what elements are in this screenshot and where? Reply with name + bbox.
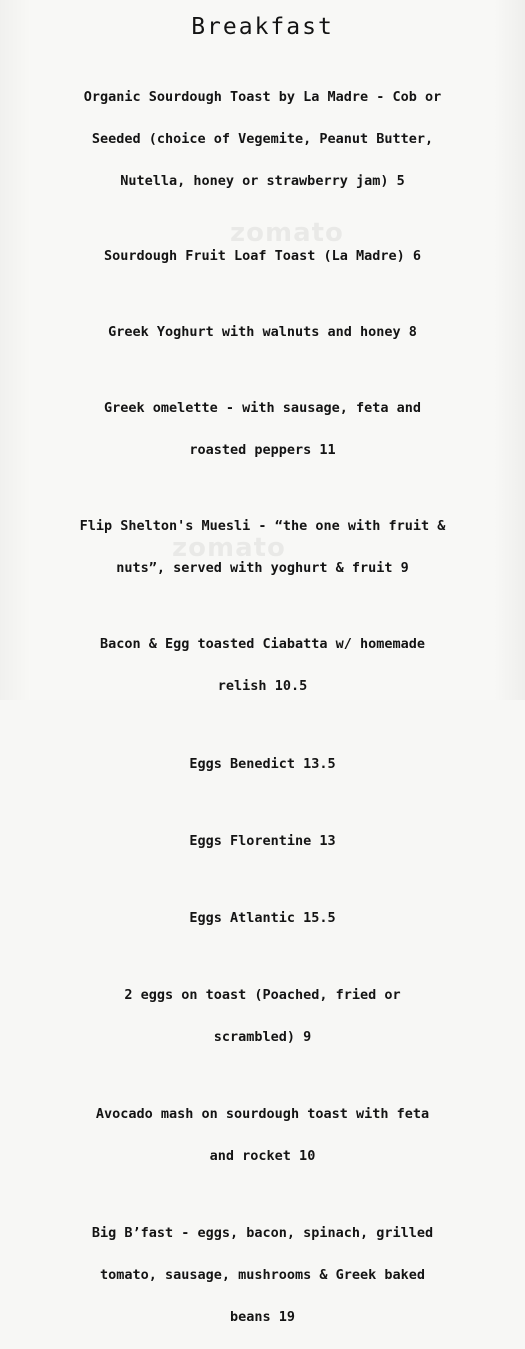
menu-item-line: Greek omelette - with sausage, feta and [104,400,421,416]
menu-item-line: Seeded (choice of Vegemite, Peanut Butter, [91,131,434,147]
menu-item-eggs-atlantic [14,887,511,950]
menu-item-big-breakfast [14,1202,511,1349]
menu-item-line: Organic Sourdough Toast by La Madre - Cob or [83,89,442,105]
menu-item-line: Greek Yoghurt with walnuts and honey 8 [108,324,417,340]
menu-item-eggs-benedict [14,733,511,796]
menu-item-line: Eggs Atlantic 15.5 [189,910,336,926]
menu-item-line: beans 19 [229,1309,296,1325]
menu-item-line: Big B’fast - eggs, bacon, spinach, grilled [91,1225,434,1241]
menu-item-line: Bacon & Egg toasted Ciabatta w/ homemade [99,636,426,652]
menu-items-list [14,66,511,1349]
menu-item-line: tomato, sausage, mushrooms & Greek baked [99,1267,426,1283]
menu-title: Breakfast [191,14,334,40]
watermark-top: zomato [230,218,344,248]
menu-item-line: Eggs Benedict 13.5 [189,756,336,772]
menu-item-eggs-on-toast [14,964,511,1069]
menu-item-line: Eggs Florentine 13 [189,833,336,849]
watermark-bottom: zomato [172,533,286,563]
menu-item-line: nuts”, served with yoghurt & fruit 9 [116,560,409,576]
menu-item-line: relish 10.5 [217,678,308,694]
menu-item-line: and rocket 10 [209,1148,316,1164]
menu-item-avocado-mash [14,1083,511,1188]
menu-item-muesli [14,495,511,600]
menu-item-line: 2 eggs on toast (Poached, fried or [124,987,401,1003]
menu-item-line: Nutella, honey or strawberry jam) 5 [120,173,405,189]
menu-item-line: Flip Shelton's Muesli - “the one with fruit & [79,518,446,534]
menu-item-bacon-egg-ciabatta [14,613,511,718]
menu-item-eggs-florentine [14,810,511,873]
menu-item-fruit-loaf-toast [14,225,511,288]
menu-item-line: Sourdough Fruit Loaf Toast (La Madre) 6 [104,248,421,264]
menu-item-line: scrambled) 9 [213,1029,312,1045]
menu-item-greek-yoghurt [14,301,511,364]
menu-item-greek-omelette [14,377,511,482]
menu-item-line: Avocado mash on sourdough toast with feta [95,1106,430,1122]
menu-item-organic-sourdough-toast [14,66,511,213]
menu-item-line: roasted peppers 11 [189,442,336,458]
